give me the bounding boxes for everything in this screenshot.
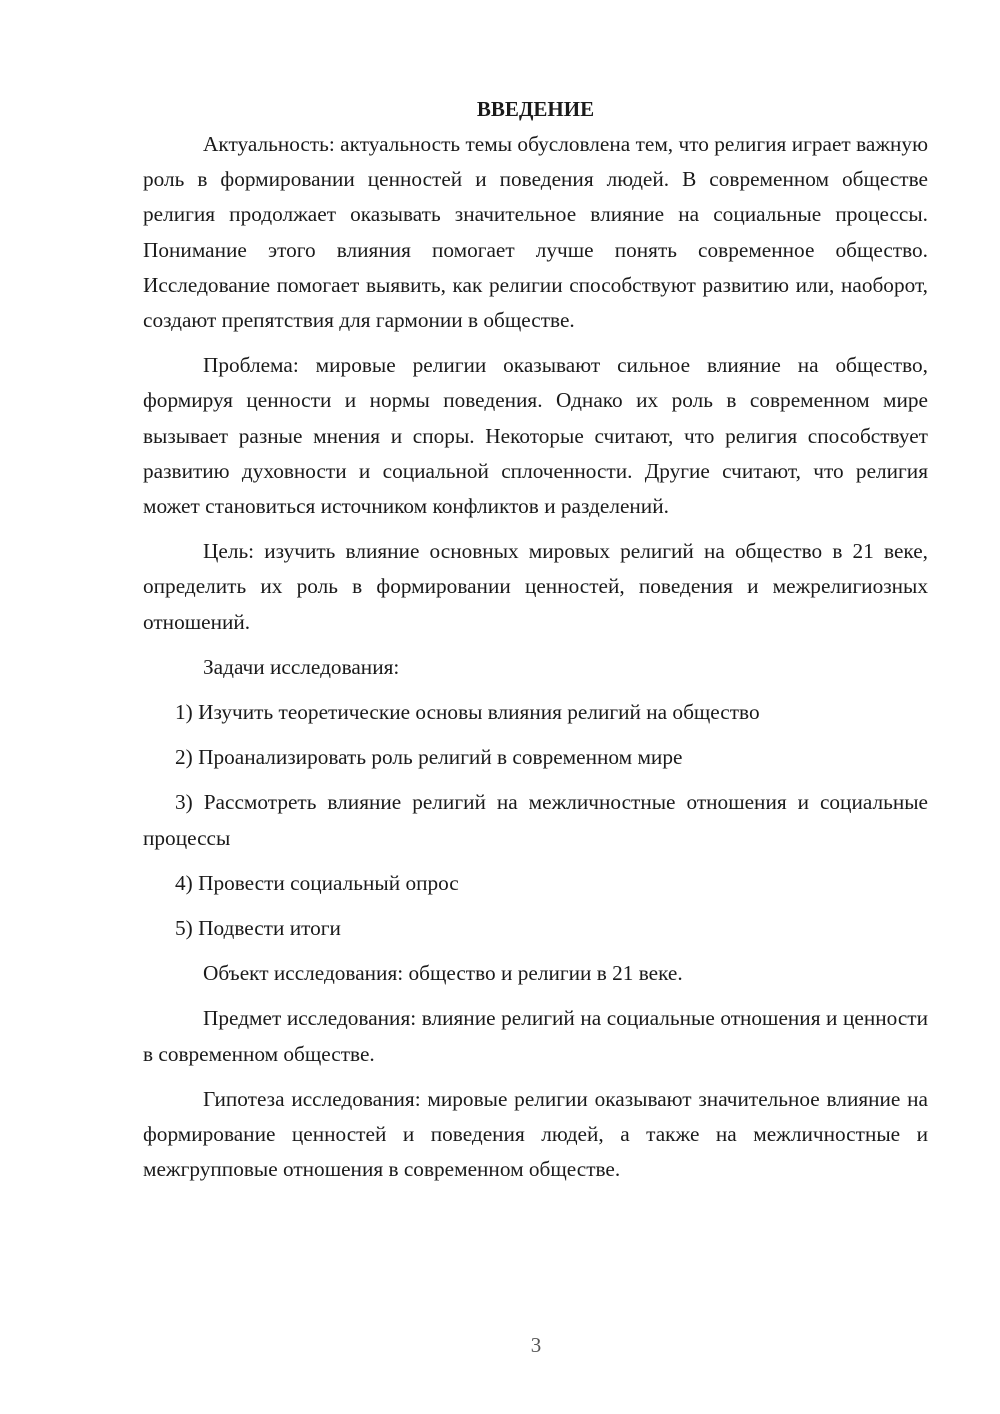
object-paragraph: Объект исследования: общество и религии в 21 веке. — [203, 961, 683, 986]
task-item: 1) Изучить теоретические основы влияния религий на общество — [175, 700, 760, 725]
section-title: ВВЕДЕНИЕ — [476, 97, 595, 121]
document-page — [143, 92, 928, 1187]
hypothesis-paragraph: Гипотеза исследования: мировые религии оказывают значительное влияние на формирование ценностей и поведения людей, а также на межличностные и межгрупповые отношения в современном обществе. — [143, 1086, 928, 1182]
task-item: 3) Рассмотреть влияние религий на межличностные отношения и социальные процессы — [143, 790, 928, 850]
task-item: 5) Подвести итоги — [175, 916, 341, 941]
subject-paragraph: Предмет исследования: влияние религий на социальные отношения и ценности в современном обществе. — [143, 1006, 928, 1066]
problem-paragraph: Проблема: мировые религии оказывают сильное влияние на общество, формируя ценности и нормы поведения. Однако их роль в современном мире вызывает разные мнения и споры. Некоторые считают, что религия способствует развитию духовности и социальной сплоченности. Другие считают, что религия может становиться источником конфликтов и разделений. — [143, 353, 928, 519]
goal-paragraph: Цель: изучить влияние основных мировых религий на общество в 21 веке, определить их роль в формировании ценностей, поведения и межрелигиозных отношений. — [143, 539, 928, 634]
task-item: 4) Провести социальный опрос — [175, 870, 459, 895]
tasks-heading: Задачи исследования: — [203, 654, 400, 679]
task-item: 2) Проанализировать роль религий в современном мире — [175, 745, 683, 770]
relevance-paragraph: Актуальность: актуальность темы обусловлена тем, что религия играет важную роль в формировании ценностей и поведения людей. В современном обществе религия продолжает оказывать значительное влияние на социальные процессы. Понимание этого влияния помогает лучше понять современное общество. Исследование помогает выявить, как религии способствуют развитию или, наоборот, создают препятствия для гармонии в обществе. — [143, 132, 928, 333]
page-number: 3 — [530, 1333, 542, 1357]
